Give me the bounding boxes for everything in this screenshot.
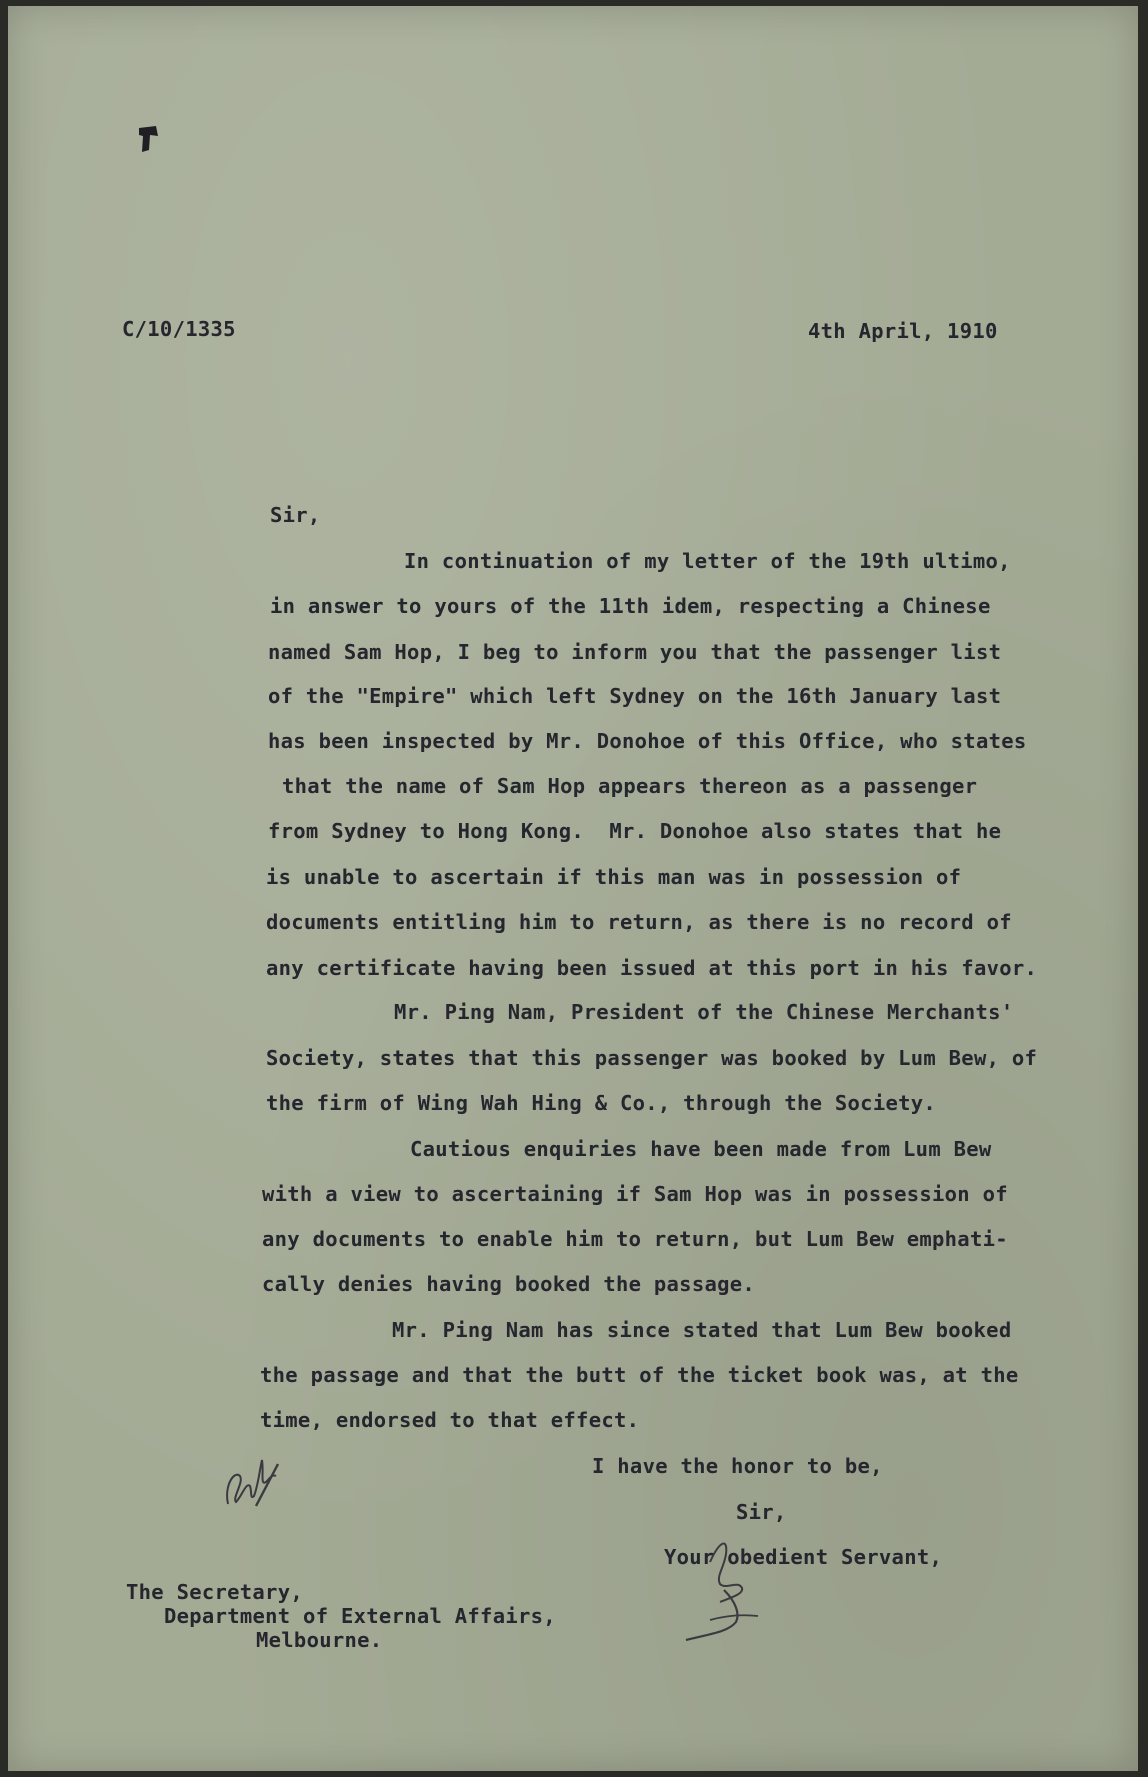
handwritten-signature-mark	[680, 1532, 780, 1642]
body-line: that the name of Sam Hop appears thereon as a passenger	[282, 774, 978, 798]
letter-page	[8, 6, 1138, 1771]
closing-servant: Your obedient Servant,	[664, 1545, 943, 1569]
closing-line: I have the honor to be,	[592, 1454, 883, 1478]
body-line: time, endorsed to that effect.	[260, 1408, 640, 1432]
handwritten-initials-mark	[220, 1446, 290, 1512]
salutation: Sir,	[270, 503, 321, 527]
body-line: Society, states that this passenger was booked by Lum Bew, of	[266, 1046, 1038, 1070]
letter-date: 4th April, 1910	[808, 319, 998, 343]
body-line: named Sam Hop, I beg to inform you that the passenger list	[268, 640, 1002, 664]
body-line: the firm of Wing Wah Hing & Co., through the Society.	[266, 1091, 937, 1115]
body-line: any documents to enable him to return, but Lum Bew emphati-	[262, 1227, 1008, 1251]
addressee-city: Melbourne.	[256, 1628, 383, 1652]
body-line: In continuation of my letter of the 19th ultimo,	[404, 549, 1011, 573]
addressee-title: The Secretary,	[126, 1580, 303, 1604]
reference-number: C/10/1335	[122, 317, 236, 341]
body-line: has been inspected by Mr. Donohoe of this Office, who states	[268, 729, 1027, 753]
body-line: the passage and that the butt of the ticket book was, at the	[260, 1363, 1019, 1387]
body-line: is unable to ascertain if this man was in possession of	[266, 865, 962, 889]
body-line: Mr. Ping Nam, President of the Chinese Merchants'	[394, 1000, 1014, 1024]
body-line: with a view to ascertaining if Sam Hop was in possession of	[262, 1182, 1008, 1206]
body-line: Cautious enquiries have been made from Lum Bew	[410, 1137, 992, 1161]
body-line: of the "Empire" which left Sydney on the 16th January last	[268, 684, 1002, 708]
addressee-department: Department of External Affairs,	[164, 1604, 556, 1628]
body-line: documents entitling him to return, as there is no record of	[266, 910, 1012, 934]
body-line: Mr. Ping Nam has since stated that Lum Bew booked	[392, 1318, 1012, 1342]
body-line: cally denies having booked the passage.	[262, 1272, 756, 1296]
corner-tab-mark	[136, 124, 162, 154]
closing-sir: Sir,	[736, 1500, 787, 1524]
body-line: in answer to yours of the 11th idem, respecting a Chinese	[270, 594, 991, 618]
body-line: from Sydney to Hong Kong. Mr. Donohoe also states that he	[268, 819, 1002, 843]
body-line: any certificate having been issued at this port in his favor.	[266, 956, 1038, 980]
